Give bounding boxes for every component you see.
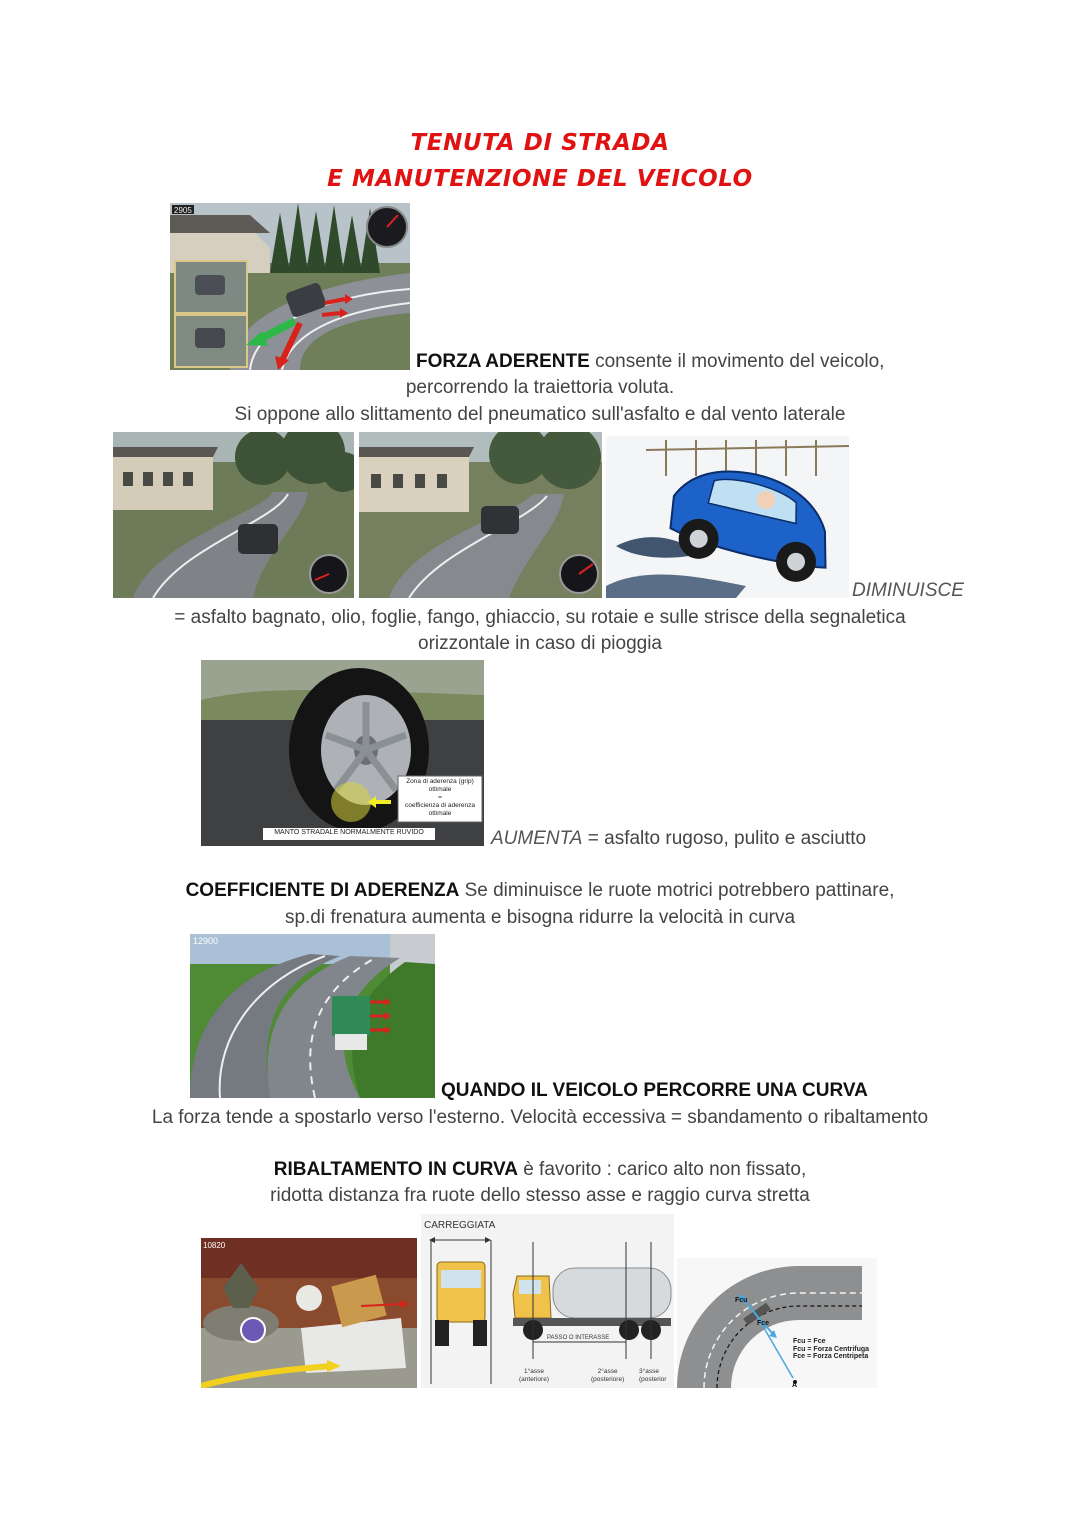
wet-road-scene-image-1 [113,432,354,598]
pickup-counter: 10820 [203,1241,226,1250]
diminuisce-line2: orizzontale in caso di pioggia [418,633,662,654]
coefficiente-heading: COEFFICIENTE DI ADERENZA [185,880,460,901]
aumenta-line [491,828,1051,850]
coefficiente-line1 [0,880,1080,902]
truck-curve-image [190,934,435,1098]
ribaltamento-line1 [0,1159,1080,1181]
ribaltamento-heading: RIBALTAMENTO IN CURVA [273,1159,518,1180]
tire-box-line1: Zona di aderenza (grip) [406,778,474,785]
page-title: TENUTA DI STRADA [410,130,670,156]
tire-grip-image [201,660,484,846]
coefficiente-line2: sp.di frenatura aumenta e bisogna ridurre la velocità in curva [284,907,796,928]
aumenta-text: = asfalto rugoso, pulito e asciutto [582,828,867,849]
fcu-label: Fcu [735,1297,748,1304]
page-subtitle: E MANUTENZIONE DEL VEICOLO [327,166,753,192]
ribaltamento-text: è favorito : carico alto non fissato, [517,1159,807,1180]
curva-line2: La forza tende a spostarlo verso l'esterno. Velocità eccessiva = sbandamento o ribaltamento [151,1107,929,1128]
axle3-line1: 3°asse [639,1368,659,1375]
curva-heading: QUANDO IL VEICOLO PERCORRE UNA CURVA [441,1080,868,1101]
diminuisce-label: DIMINUISCE [852,580,964,601]
point-a-label: A [792,1382,798,1388]
aumenta-label: AUMENTA [491,828,583,849]
tire-box-line2: ottimale [428,786,452,793]
truck-counter: 12900 [193,936,219,946]
axle1-line2: (anteriore) [519,1376,549,1383]
fce-label: Fce [757,1320,770,1327]
axle2-line1: 2°asse [597,1368,618,1375]
axle2-line2: (posteriore) [591,1376,625,1383]
tire-box-line5: ottimale [428,810,452,817]
truck-axles-diagram [421,1214,674,1388]
forza-aderente-line3: Si oppone allo slittamento del pneumatico sull'asfalto e dal vento laterale [234,404,846,425]
skidding-car-cartoon-image [606,436,849,598]
curve-forces-image [170,203,410,370]
curve-force-diagram [677,1258,877,1388]
forza-aderente-line2: percorrendo la traiettoria voluta. [405,377,675,398]
tire-box-line4: coefficienza di aderenza [405,802,475,809]
axle3-label [639,1368,666,1384]
tire-box-line3: = [438,794,442,801]
wet-road-scene-image-2 [359,432,602,598]
axle1-label [519,1368,549,1384]
curva-heading-line [441,1080,1041,1102]
force-legend-line1: Fcu = Fce [793,1338,826,1345]
forza-aderente-line1 [416,351,1036,373]
force-legend [793,1338,869,1361]
axle3-line2: (posterior [639,1376,667,1383]
diminuisce-line1: = asfalto bagnato, olio, foglie, fango, ghiaccio, su rotaie e sulle strisce della segnaletica [174,607,906,628]
force-legend-line2: Fcu = Forza Centrifuga [793,1345,870,1353]
pickup-rollover-image [201,1238,417,1388]
axle1-line1: 1°asse [524,1368,544,1375]
ribaltamento-line2: ridotta distanza fra ruote dello stesso asse e raggio curva stretta [270,1185,810,1206]
image-counter: 2905 [174,206,192,215]
axle2-label [591,1368,624,1384]
coefficiente-text: Se diminuisce le ruote motrici potrebbero pattinare, [459,880,895,901]
carreggiata-label: CARREGGIATA [424,1220,496,1231]
force-legend-line3: Fce = Forza Centripeta [793,1353,869,1360]
passo-label: PASSO O INTERASSE [547,1335,610,1341]
forza-aderente-text: consente il movimento del veicolo, [589,351,885,372]
forza-aderente-heading: FORZA ADERENTE [416,351,590,372]
tire-caption: MANTO STRADALE NORMALMENTE RUVIDO [274,829,424,836]
